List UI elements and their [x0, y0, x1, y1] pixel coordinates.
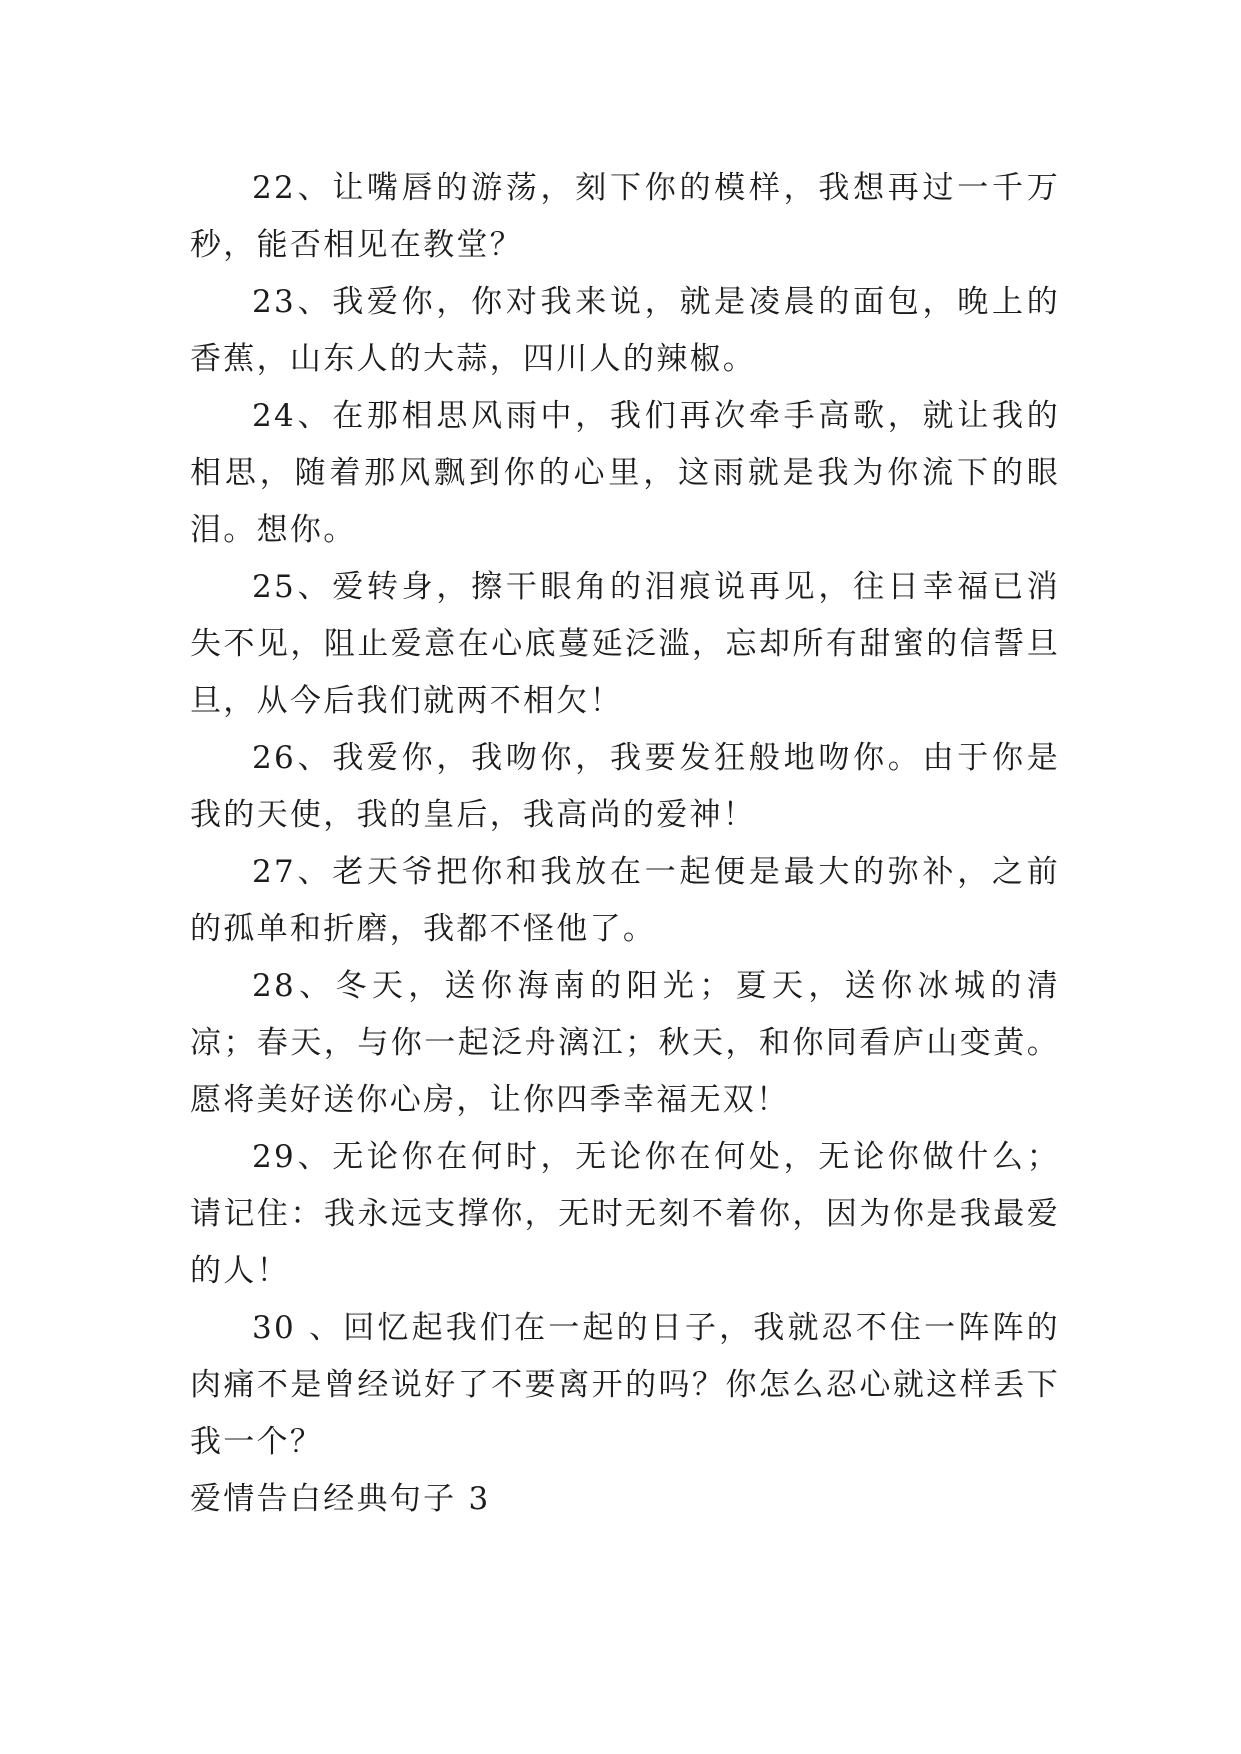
document-body [190, 160, 1060, 1528]
paragraph-25: 25、爱转身，擦干眼角的泪痕说再见，往日幸福已消失不见，阻止爱意在心底蔓延泛滥，忘却所有甜蜜的信誓旦旦，从今后我们就两不相欠！ [190, 569, 1060, 719]
paragraph-29: 29、无论你在何时，无论你在何处，无论你做什么；请记住：我永远支撑你，无时无刻不着你，因为你是我最爱的人！ [190, 1139, 1060, 1289]
paragraph-24: 24、在那相思风雨中，我们再次牵手高歌，就让我的相思，随着那风飘到你的心里，这雨就是我为你流下的眼泪。想你。 [190, 398, 1060, 548]
paragraph-28: 28、冬天，送你海南的阳光；夏天，送你冰城的清凉；春天，与你一起泛舟漓江；秋天，和你同看庐山变黄。愿将美好送你心房，让你四季幸福无双！ [190, 968, 1060, 1118]
paragraph-23: 23、我爱你，你对我来说，就是凌晨的面包，晚上的香蕉，山东人的大蒜，四川人的辣椒。 [190, 284, 1060, 377]
paragraph-30: 30 、回忆起我们在一起的日子，我就忍不住一阵阵的肉痛不是曾经说好了不要离开的吗？你怎么忍心就这样丢下我一个？ [190, 1310, 1060, 1460]
paragraph-27: 27、老天爷把你和我放在一起便是最大的弥补，之前的孤单和折磨，我都不怪他了。 [190, 854, 1060, 947]
paragraph-22: 22、让嘴唇的游荡，刻下你的模样，我想再过一千万秒，能否相见在教堂？ [190, 170, 1060, 263]
paragraph-26: 26、我爱你，我吻你，我要发狂般地吻你。由于你是我的天使，我的皇后，我高尚的爱神！ [190, 740, 1060, 833]
section-heading: 爱情告白经典句子 3 [190, 1481, 491, 1517]
